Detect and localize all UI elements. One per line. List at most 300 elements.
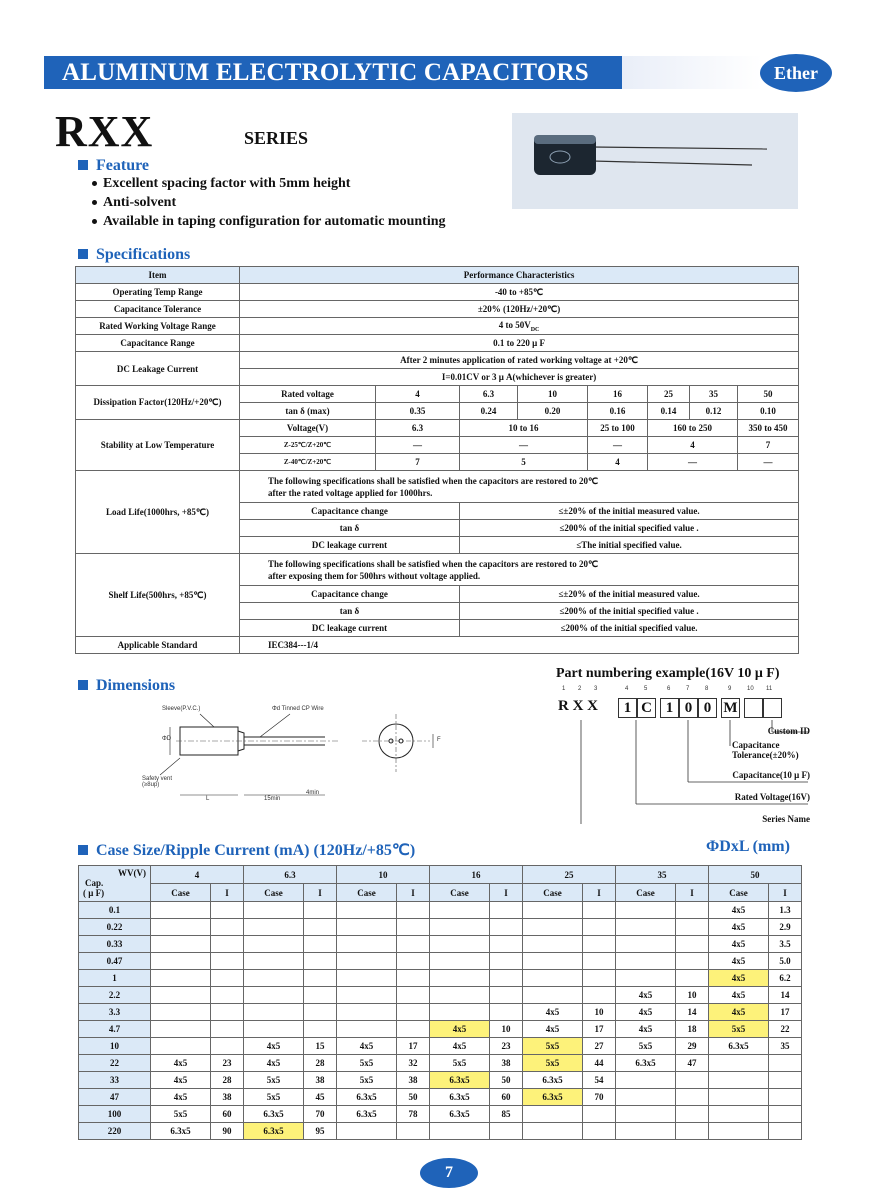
case-size-cell: 4x5	[616, 987, 676, 1004]
df-voltage: 6.3	[460, 386, 518, 403]
spec-value	[240, 318, 799, 335]
ripple-current-cell	[211, 987, 244, 1004]
ripple-current-cell: 70	[583, 1089, 616, 1106]
ripple-current-cell: 50	[397, 1089, 430, 1106]
position-number: 10	[747, 686, 754, 692]
lt-voltage: 10 to 16	[460, 420, 588, 437]
df-voltage: 4	[376, 386, 460, 403]
bullet-square-icon	[78, 845, 88, 855]
ripple-current-cell: 32	[397, 1055, 430, 1072]
ripple-current-cell	[676, 953, 709, 970]
bullet-square-icon	[78, 680, 88, 690]
case-size-cell	[151, 1038, 211, 1055]
case-size-cell	[151, 970, 211, 987]
ripple-current-cell: 44	[583, 1055, 616, 1072]
part-numbering-title: Part numbering example(16V 10 μ F)	[556, 666, 780, 681]
ripple-current-cell: 60	[490, 1089, 523, 1106]
ripple-corner-cell	[79, 866, 151, 902]
ripple-current-cell: 28	[211, 1072, 244, 1089]
case-size-cell	[337, 953, 397, 970]
ripple-current-cell	[676, 1072, 709, 1089]
position-number: 8	[705, 686, 709, 692]
col-header: Item	[76, 267, 240, 284]
tolerance-label: Capacitance Tolerance(±20%)	[732, 740, 799, 760]
capacitance-cell: 2.2	[79, 987, 151, 1004]
case-size-cell: 4x5	[709, 1004, 769, 1021]
df-voltage: 50	[738, 386, 799, 403]
ripple-current-cell	[397, 953, 430, 970]
lt-ratio: 5	[460, 454, 588, 471]
case-size-cell	[709, 1123, 769, 1140]
capacitance-cell: 0.1	[79, 902, 151, 919]
ripple-row	[79, 919, 802, 936]
case-size-cell	[337, 902, 397, 919]
case-size-cell: 4x5	[709, 987, 769, 1004]
bullet-square-icon	[78, 160, 88, 170]
part-numbering-diagram	[556, 686, 816, 826]
ripple-current-cell: 6.2	[769, 970, 802, 987]
ripple-row	[79, 1038, 802, 1055]
case-size-cell: 4x5	[709, 919, 769, 936]
lt-voltage: 160 to 250	[648, 420, 738, 437]
criterion-label: Capacitance change	[240, 503, 460, 520]
ripple-current-cell	[583, 919, 616, 936]
voltage-header: 25	[523, 866, 616, 884]
ripple-current-subheader: I	[211, 884, 244, 902]
case-size-cell: 4x5	[523, 1021, 583, 1038]
case-size-cell	[151, 953, 211, 970]
specifications-table	[75, 266, 799, 654]
case-size-cell	[151, 902, 211, 919]
ripple-current-cell	[397, 1021, 430, 1038]
case-size-cell	[616, 902, 676, 919]
df-tan: 0.12	[690, 403, 738, 420]
ripple-current-cell	[397, 936, 430, 953]
ripple-current-cell	[490, 1004, 523, 1021]
feature-text: Available in taping configuration for automatic mounting	[103, 214, 446, 229]
ripple-current-cell: 45	[304, 1089, 337, 1106]
ripple-current-cell	[490, 936, 523, 953]
df-tan: 0.24	[460, 403, 518, 420]
ripple-header-row	[79, 866, 802, 884]
lt-ratio: —	[648, 454, 738, 471]
ripple-current-cell	[676, 1106, 709, 1123]
spec-header-row	[76, 267, 799, 284]
capacitance-label: Capacitance(10 μ F)	[732, 770, 810, 780]
ripple-row	[79, 1072, 802, 1089]
series-name-label: Series Name	[762, 814, 810, 824]
ripple-current-cell	[304, 919, 337, 936]
spec-item: Stability at Low Temperature	[76, 420, 240, 471]
df-voltage: 10	[518, 386, 588, 403]
ripple-current-cell: 90	[211, 1123, 244, 1140]
case-size-cell	[616, 953, 676, 970]
spec-item: Applicable Standard	[76, 637, 240, 654]
spec-row	[76, 284, 799, 301]
spec-value: IEC384---1/4	[240, 637, 799, 654]
criterion-value: ≤200% of the initial specified value .	[460, 520, 799, 537]
wire-label: Φd Tinned CP Wire	[272, 706, 324, 712]
case-size-cell	[523, 970, 583, 987]
case-size-cell	[523, 936, 583, 953]
case-size-cell	[337, 919, 397, 936]
case-size-cell: 4x5	[616, 1004, 676, 1021]
ripple-current-cell: 14	[676, 1004, 709, 1021]
ripple-title: Case Size/Ripple Current (mA) (120Hz/+85℃)	[96, 842, 416, 859]
position-number: 7	[686, 686, 690, 692]
case-size-cell	[709, 1089, 769, 1106]
ripple-current-cell: 10	[676, 987, 709, 1004]
ripple-row	[79, 970, 802, 987]
case-size-cell	[244, 1021, 304, 1038]
ripple-current-cell	[769, 1123, 802, 1140]
df-voltage: 25	[648, 386, 690, 403]
sleeve-label: Sleeve(P.V.C.)	[162, 706, 201, 712]
ripple-current-cell: 15	[304, 1038, 337, 1055]
capacitance-cell: 0.22	[79, 919, 151, 936]
banner-fade	[622, 56, 762, 89]
note-line: after the rated voltage applied for 1000hrs.	[268, 487, 433, 498]
ripple-current-cell	[583, 953, 616, 970]
case-size-cell	[244, 919, 304, 936]
case-size-cell: 6.3x5	[244, 1106, 304, 1123]
ripple-current-cell	[490, 953, 523, 970]
case-size-cell: 5x5	[523, 1055, 583, 1072]
spec-row	[76, 637, 799, 654]
ripple-current-subheader: I	[769, 884, 802, 902]
capacitance-cell: 4.7	[79, 1021, 151, 1038]
ripple-current-cell	[397, 987, 430, 1004]
case-size-cell	[430, 953, 490, 970]
lt-ratio: —	[460, 437, 588, 454]
case-size-cell	[616, 936, 676, 953]
df-voltage: 35	[690, 386, 738, 403]
ripple-current-cell: 2.9	[769, 919, 802, 936]
spec-item: Operating Temp Range	[76, 284, 240, 301]
case-size-cell	[337, 1123, 397, 1140]
case-size-cell: 5x5	[244, 1089, 304, 1106]
specifications-heading	[78, 246, 190, 264]
ripple-current-cell	[211, 936, 244, 953]
spec-value-text: 4 to 50V	[498, 319, 531, 330]
case-size-cell: 4x5	[430, 1038, 490, 1055]
ripple-current-cell	[676, 1123, 709, 1140]
bullet-square-icon	[78, 249, 88, 259]
ripple-current-cell	[397, 919, 430, 936]
case-size-cell	[151, 1004, 211, 1021]
position-number: 6	[667, 686, 671, 692]
case-size-cell	[430, 902, 490, 919]
case-size-cell: 4x5	[709, 936, 769, 953]
case-subheader: Case	[616, 884, 676, 902]
ripple-current-cell	[583, 1106, 616, 1123]
code-box: M	[721, 698, 740, 718]
feature-item	[92, 214, 446, 230]
case-size-cell	[337, 936, 397, 953]
ripple-current-cell: 50	[490, 1072, 523, 1089]
case-size-cell	[244, 987, 304, 1004]
ripple-current-cell	[676, 1089, 709, 1106]
ripple-current-cell	[769, 1106, 802, 1123]
case-size-cell	[430, 987, 490, 1004]
ripple-current-cell: 47	[676, 1055, 709, 1072]
ripple-current-subheader: I	[676, 884, 709, 902]
case-size-cell	[151, 919, 211, 936]
lt-ratio: —	[738, 454, 799, 471]
ripple-current-cell	[583, 987, 616, 1004]
ripple-current-cell: 17	[397, 1038, 430, 1055]
capacitance-cell: 220	[79, 1123, 151, 1140]
code-box: 1	[618, 698, 637, 718]
case-subheader: Case	[337, 884, 397, 902]
ripple-current-cell	[769, 1089, 802, 1106]
case-size-cell	[616, 1072, 676, 1089]
ripple-current-cell: 10	[490, 1021, 523, 1038]
case-size-cell	[337, 1021, 397, 1038]
criterion-value: ≤200% of the initial specified value .	[460, 603, 799, 620]
ripple-current-cell	[211, 1021, 244, 1038]
ripple-current-cell	[397, 970, 430, 987]
case-size-cell: 5x5	[151, 1106, 211, 1123]
case-size-cell	[709, 1106, 769, 1123]
case-size-cell	[523, 953, 583, 970]
df-tan: 0.14	[648, 403, 690, 420]
case-size-cell: 4x5	[709, 970, 769, 987]
ripple-row	[79, 1004, 802, 1021]
ripple-current-cell	[211, 919, 244, 936]
case-size-cell: 5x5	[430, 1055, 490, 1072]
spec-item: Shelf Life(500hrs, +85℃)	[76, 554, 240, 637]
diameter-label: ΦD	[162, 736, 172, 742]
df-tan: 0.16	[588, 403, 648, 420]
spec-row	[76, 420, 799, 437]
criterion-value: ≤200% of the initial specified value.	[460, 620, 799, 637]
note-line: The following specifications shall be satisfied when the capacitors are restored to 20℃	[268, 475, 599, 486]
case-size-cell	[523, 1106, 583, 1123]
spec-item: Rated Working Voltage Range	[76, 318, 240, 335]
capacitance-cell: 0.47	[79, 953, 151, 970]
ripple-current-cell: 10	[583, 1004, 616, 1021]
code-box: 1	[660, 698, 679, 718]
series-label: SERIES	[244, 128, 309, 148]
dimensions-heading	[78, 677, 175, 695]
position-number: 9	[728, 686, 732, 692]
case-size-cell: 4x5	[616, 1021, 676, 1038]
feature-title: Feature	[96, 157, 150, 174]
case-size-cell: 5x5	[337, 1055, 397, 1072]
cap-label: Cap.	[85, 878, 104, 888]
case-size-cell: 6.3x5	[430, 1106, 490, 1123]
specifications-title: Specifications	[96, 246, 191, 263]
ripple-current-cell	[583, 902, 616, 919]
case-size-cell	[337, 970, 397, 987]
position-number: 11	[766, 686, 773, 692]
spec-sublabel: Z-40℃/Z+20℃	[240, 454, 376, 471]
case-size-cell: 4x5	[709, 953, 769, 970]
bullet-dot-icon	[92, 200, 97, 205]
ripple-row	[79, 1106, 802, 1123]
code-box: 0	[698, 698, 717, 718]
case-size-cell: 6.3x5	[244, 1123, 304, 1140]
lt-ratio: 4	[588, 454, 648, 471]
lt-ratio: 7	[738, 437, 799, 454]
ripple-current-cell: 38	[211, 1089, 244, 1106]
case-size-cell	[616, 1089, 676, 1106]
case-size-cell	[151, 936, 211, 953]
case-subheader: Case	[151, 884, 211, 902]
case-subheader: Case	[709, 884, 769, 902]
ripple-current-cell: 95	[304, 1123, 337, 1140]
case-size-cell: 5x5	[337, 1072, 397, 1089]
spec-row	[76, 318, 799, 335]
code-box: C	[637, 698, 656, 718]
spec-value: After 2 minutes application of rated working voltage at +20℃	[240, 352, 799, 369]
ripple-current-cell: 17	[769, 1004, 802, 1021]
ripple-current-subheader: I	[304, 884, 337, 902]
spec-row	[76, 352, 799, 369]
ripple-current-cell	[211, 953, 244, 970]
spec-sublabel: Rated voltage	[240, 386, 376, 403]
case-size-cell: 6.3x5	[616, 1055, 676, 1072]
case-size-cell: 4x5	[337, 1038, 397, 1055]
ripple-current-cell: 38	[304, 1072, 337, 1089]
spec-sublabel: Voltage(V)	[240, 420, 376, 437]
case-size-cell	[337, 987, 397, 1004]
case-size-cell: 6.3x5	[337, 1106, 397, 1123]
spec-note	[240, 471, 799, 503]
capacitance-cell: 0.33	[79, 936, 151, 953]
criterion-label: DC leakage current	[240, 620, 460, 637]
spec-item: Capacitance Tolerance	[76, 301, 240, 318]
voltage-header: 6.3	[244, 866, 337, 884]
case-size-cell: 4x5	[151, 1055, 211, 1072]
ripple-current-cell: 28	[304, 1055, 337, 1072]
case-size-cell	[151, 987, 211, 1004]
criterion-label: Capacitance change	[240, 586, 460, 603]
ripple-current-cell: 29	[676, 1038, 709, 1055]
capacitor-image	[512, 113, 798, 209]
spec-row	[76, 335, 799, 352]
ripple-current-cell: 27	[583, 1038, 616, 1055]
case-size-cell	[430, 1123, 490, 1140]
case-size-cell	[244, 936, 304, 953]
ripple-current-cell	[676, 936, 709, 953]
ripple-current-cell	[304, 936, 337, 953]
case-size-cell: 4x5	[151, 1072, 211, 1089]
spec-value: -40 to +85℃	[240, 284, 799, 301]
voltage-header: 50	[709, 866, 802, 884]
ripple-table	[78, 865, 802, 1140]
case-size-cell	[523, 902, 583, 919]
case-size-cell	[523, 919, 583, 936]
ripple-row	[79, 1021, 802, 1038]
note-line: after exposing them for 500hrs without voltage applied.	[268, 570, 481, 581]
ripple-current-cell	[211, 1004, 244, 1021]
custom-id-label: Custom ID	[767, 726, 810, 736]
case-size-cell: 6.3x5	[337, 1089, 397, 1106]
dimensions-title: Dimensions	[96, 677, 176, 694]
spec-sublabel: tan δ (max)	[240, 403, 376, 420]
case-size-cell	[430, 936, 490, 953]
spec-value: 0.1 to 220 μ F	[240, 335, 799, 352]
ripple-current-cell	[490, 919, 523, 936]
case-size-cell	[616, 970, 676, 987]
ripple-row	[79, 953, 802, 970]
section-banner: ALUMINUM ELECTROLYTIC CAPACITORS	[44, 56, 622, 89]
criterion-value: ≤±20% of the initial measured value.	[460, 586, 799, 603]
ripple-current-cell: 23	[211, 1055, 244, 1072]
feature-item	[92, 176, 350, 192]
ripple-current-cell: 1.3	[769, 902, 802, 919]
case-size-cell	[244, 902, 304, 919]
feature-item	[92, 195, 176, 211]
ripple-current-cell	[769, 1072, 802, 1089]
case-subheader: Case	[523, 884, 583, 902]
bullet-dot-icon	[92, 181, 97, 186]
ripple-current-cell	[490, 1123, 523, 1140]
col-header: Performance Characteristics	[240, 267, 799, 284]
ripple-body	[79, 902, 802, 1140]
capacitance-cell: 3.3	[79, 1004, 151, 1021]
case-size-cell	[709, 1055, 769, 1072]
ripple-current-cell: 23	[490, 1038, 523, 1055]
ripple-current-cell: 22	[769, 1021, 802, 1038]
rated-voltage-label: Rated Voltage(16V)	[734, 792, 810, 802]
note-line: The following specifications shall be satisfied when the capacitors are restored to 20℃	[268, 558, 599, 569]
case-size-cell: 4x5	[151, 1089, 211, 1106]
ripple-current-cell	[676, 970, 709, 987]
lt-voltage: 6.3	[376, 420, 460, 437]
lt-ratio: 4	[648, 437, 738, 454]
case-size-cell: 5x5	[709, 1021, 769, 1038]
capacitance-cell: 33	[79, 1072, 151, 1089]
ripple-current-cell	[397, 1123, 430, 1140]
feature-text: Excellent spacing factor with 5mm height	[103, 176, 351, 191]
ripple-current-cell	[304, 1004, 337, 1021]
capacitance-cell: 100	[79, 1106, 151, 1123]
spec-value: ±20% (120Hz/+20℃)	[240, 301, 799, 318]
case-size-cell	[523, 987, 583, 1004]
ripple-row	[79, 902, 802, 919]
ripple-subheader-row	[79, 884, 802, 902]
voltage-header: 10	[337, 866, 430, 884]
ripple-current-cell	[211, 970, 244, 987]
capacitance-cell: 22	[79, 1055, 151, 1072]
df-tan: 0.20	[518, 403, 588, 420]
lt-ratio: 7	[376, 454, 460, 471]
safety-vent-label: Safety vent (≥8up)	[142, 776, 173, 788]
ripple-current-subheader: I	[397, 884, 430, 902]
dimension-drawing	[140, 700, 460, 810]
ripple-row	[79, 1055, 802, 1072]
ripple-current-cell: 60	[211, 1106, 244, 1123]
spec-value-subscript: DC	[530, 326, 540, 333]
lt-voltage: 350 to 450	[738, 420, 799, 437]
ripple-current-cell: 38	[397, 1072, 430, 1089]
ripple-current-cell: 85	[490, 1106, 523, 1123]
lt-ratio: —	[588, 437, 648, 454]
spec-row	[76, 554, 799, 586]
position-number: 4	[625, 686, 629, 692]
case-size-cell	[430, 1004, 490, 1021]
case-size-cell	[616, 919, 676, 936]
spec-item: DC Leakage Current	[76, 352, 240, 386]
ripple-current-cell	[490, 970, 523, 987]
ripple-current-cell: 78	[397, 1106, 430, 1123]
capacitance-cell: 10	[79, 1038, 151, 1055]
position-number: 2	[578, 686, 582, 692]
ripple-current-cell	[304, 970, 337, 987]
